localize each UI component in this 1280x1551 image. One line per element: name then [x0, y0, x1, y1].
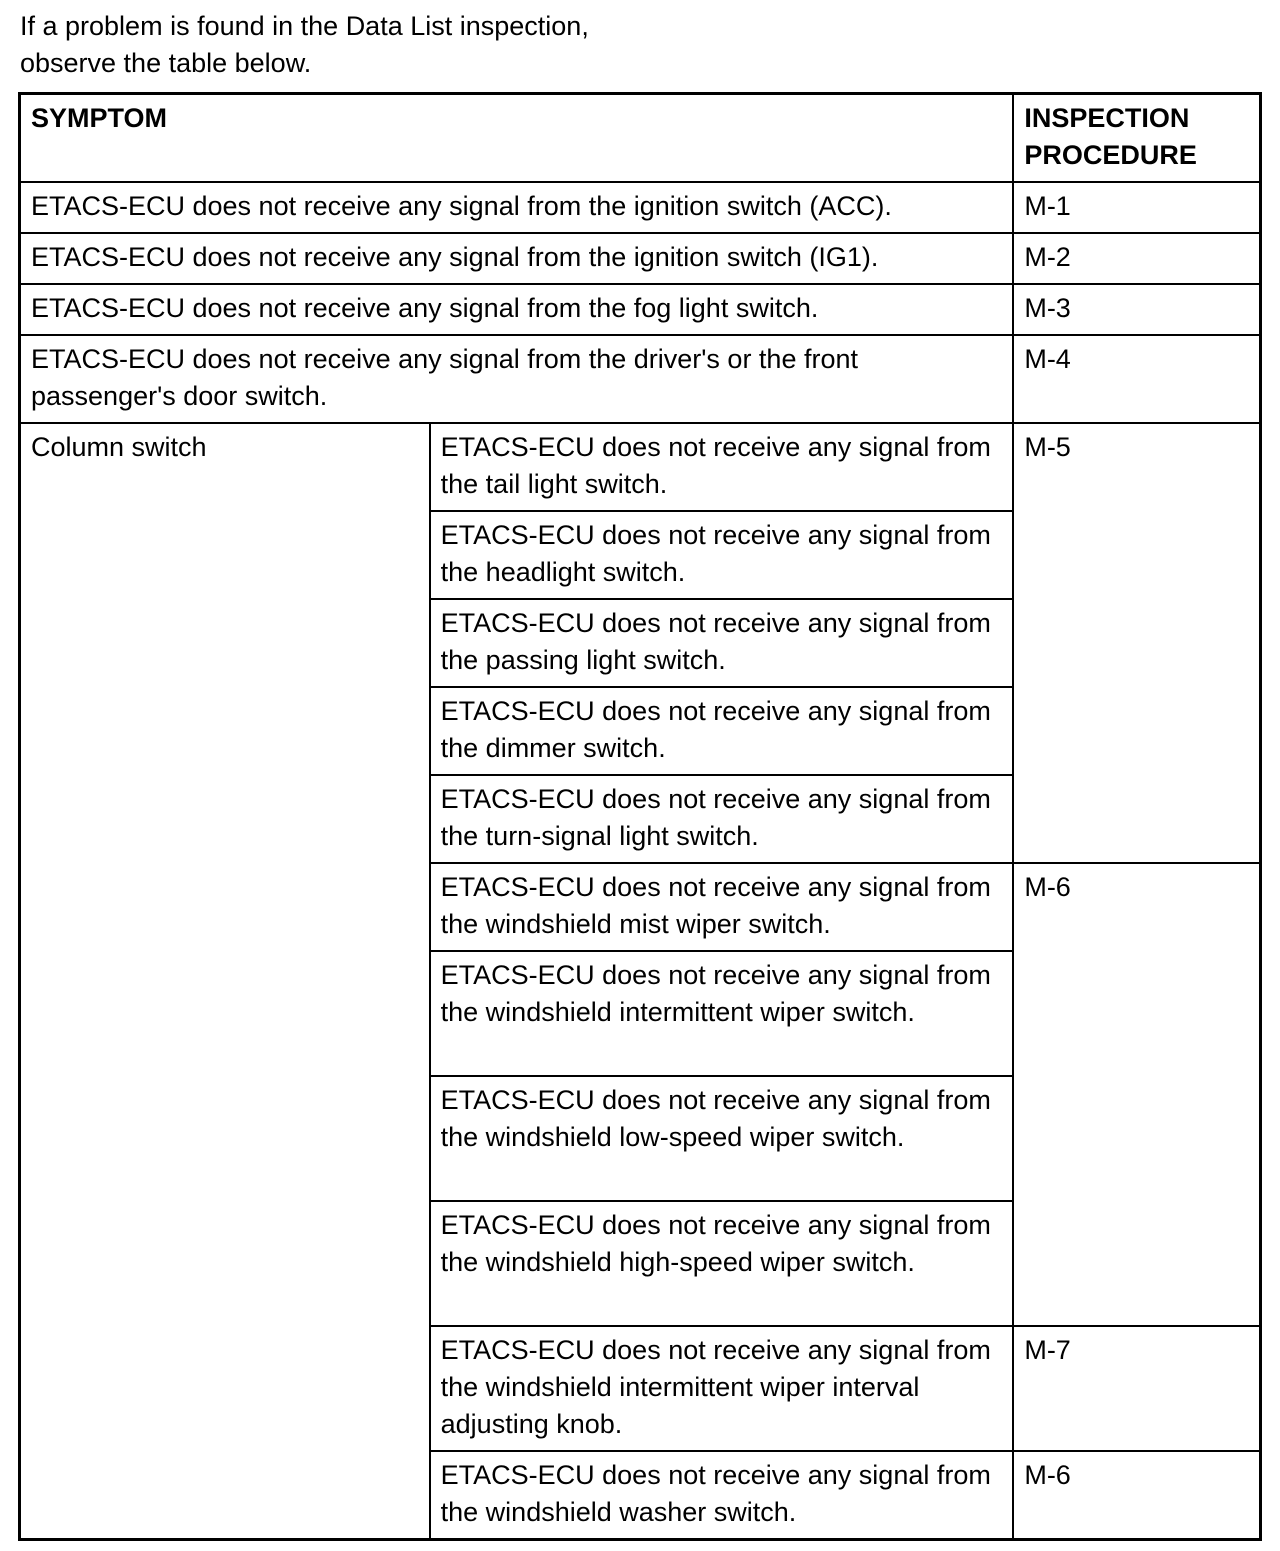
column-switch-cell: Column switch — [20, 423, 430, 1540]
procedure-cell-m2: M-2 — [1013, 233, 1260, 284]
procedure-cell-m4: M-4 — [1013, 335, 1260, 423]
intro-line-1: If a problem is found in the Data List inspection, — [20, 11, 589, 41]
procedure-cell-m6-washer: M-6 — [1013, 1451, 1260, 1540]
procedure-cell-m6: M-6 — [1013, 863, 1260, 1326]
symptom-cell-low-speed-wiper: ETACS-ECU does not receive any signal from the windshield low-speed wiper switch. — [430, 1076, 1014, 1201]
symptom-cell-high-speed-wiper: ETACS-ECU does not receive any signal from the windshield high-speed wiper switch. — [430, 1201, 1014, 1326]
symptom-cell-headlight: ETACS-ECU does not receive any signal from the headlight switch. — [430, 511, 1014, 599]
symptom-cell-interval-adjusting-knob: ETACS-ECU does not receive any signal from the windshield intermittent wiper interval adjusting knob. — [430, 1326, 1014, 1451]
symptom-cell-mist-wiper: ETACS-ECU does not receive any signal from the windshield mist wiper switch. — [430, 863, 1014, 951]
symptom-cell-washer-switch: ETACS-ECU does not receive any signal from the windshield washer switch. — [430, 1451, 1014, 1540]
procedure-cell-m3: M-3 — [1013, 284, 1260, 335]
symptom-cell-fog-light: ETACS-ECU does not receive any signal from the fog light switch. — [20, 284, 1014, 335]
intro-line-2: observe the table below. — [20, 48, 312, 78]
symptom-cell-intermittent-wiper: ETACS-ECU does not receive any signal from the windshield intermittent wiper switch. — [430, 951, 1014, 1076]
procedure-cell-m5: M-5 — [1013, 423, 1260, 863]
symptom-cell-passing-light: ETACS-ECU does not receive any signal from the passing light switch. — [430, 599, 1014, 687]
symptom-cell-ignition-acc: ETACS-ECU does not receive any signal from the ignition switch (ACC). — [20, 182, 1014, 233]
table-row — [20, 284, 1261, 335]
symptom-inspection-table — [18, 92, 1262, 1541]
intro-text — [20, 8, 1262, 82]
symptom-cell-tail-light: ETACS-ECU does not receive any signal from the tail light switch. — [430, 423, 1014, 511]
procedure-cell-m1: M-1 — [1013, 182, 1260, 233]
symptom-cell-door-switch: ETACS-ECU does not receive any signal from the driver's or the front passenger's door switch. — [20, 335, 1014, 423]
table-row — [20, 182, 1261, 233]
procedure-cell-m7: M-7 — [1013, 1326, 1260, 1451]
symptom-cell-turn-signal: ETACS-ECU does not receive any signal from the turn-signal light switch. — [430, 775, 1014, 863]
table-row — [20, 423, 1261, 511]
symptom-cell-ignition-ig1: ETACS-ECU does not receive any signal from the ignition switch (IG1). — [20, 233, 1014, 284]
table-row — [20, 233, 1261, 284]
table-header-symptom: SYMPTOM — [20, 94, 1014, 183]
table-header-inspection-procedure: INSPECTION PROCEDURE — [1013, 94, 1260, 183]
table-row — [20, 335, 1261, 423]
symptom-cell-dimmer: ETACS-ECU does not receive any signal from the dimmer switch. — [430, 687, 1014, 775]
